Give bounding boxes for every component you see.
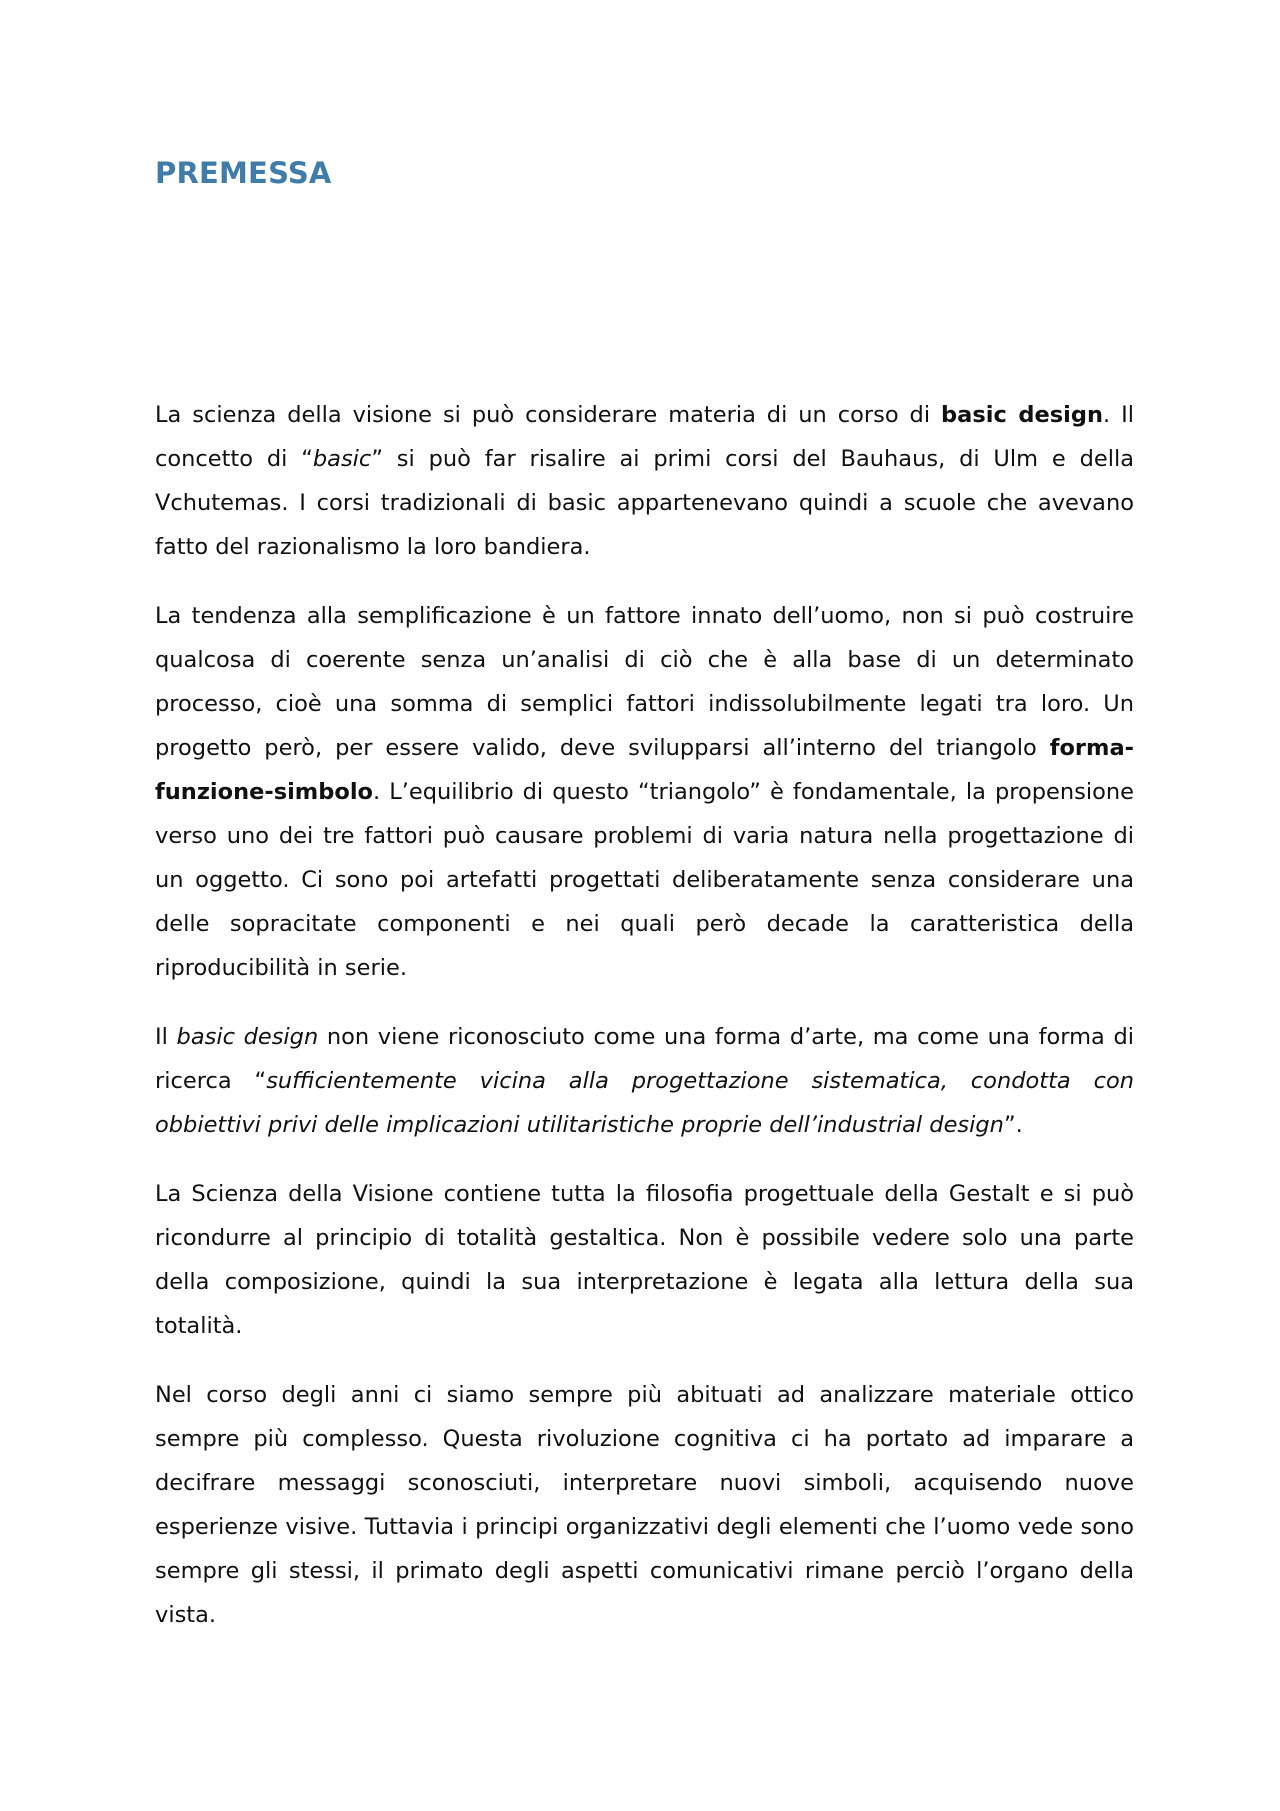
paragraph-1-text-c: . Il concetto di “ [155, 402, 1134, 472]
paragraph-1-bold-basic-design: basic design [941, 402, 1103, 428]
paragraph-5: Nel corso degli anni ci siamo sempre più abituati ad analizzare materiale ottico sempre più complesso. Questa rivoluzione cognitiva ci ha portato ad imparare a decifrare messaggi sconosciuti, interpretare nuovi simboli, acquisendo nuove esperienze visive. Tuttavia i principi organizzativi degli elementi che l’uomo vede sono sempre gli stessi, il primato degli aspetti comunicativi rimane perciò l’organo della vista. [155, 1382, 1134, 1628]
paragraph-3-text-c: non viene riconosciuto come una forma d’arte, ma come una forma di ricerca “ [155, 1024, 1134, 1094]
paragraph-3-text-e: ”. [1003, 1112, 1023, 1138]
paragraph-2-bold-forma-funzione-simbolo: forma-funzione-simbolo [155, 735, 1134, 805]
paragraph-1-text-e: ” si può far risalire ai primi corsi del Bauhaus, di Ulm e della Vchutemas. I corsi tradizionali di basic appartenevano quindi a scuole che avevano fatto del razionalismo la loro bandiera. [155, 446, 1134, 560]
paragraph-1-italic-basic: basic [312, 446, 372, 472]
paragraph-3-italic-quote: sufficientemente vicina alla progettazione sistematica, condotta con obbiettivi privi delle implicazioni utilitaristiche proprie dell’industrial design [155, 1068, 1134, 1138]
paragraph-4: La Scienza della Visione contiene tutta la filosofia progettuale della Gestalt e si può ricondurre al principio di totalità gestaltica. Non è possibile vedere solo una parte della composizione, quindi la sua interpretazione è legata alla lettura della sua totalità. [155, 1181, 1134, 1339]
body-text [155, 393, 1134, 1637]
paragraph-2-text-a: La tendenza alla semplificazione è un fattore innato dell’uomo, non si può costruire qualcosa di coerente senza un’analisi di ciò che è alla base di un determinato processo, cioè una somma di semplici fattori indissolubilmente legati tra loro. Un progetto però, per essere valido, deve svilupparsi all’interno del triangolo [155, 603, 1134, 761]
paragraph-1-text-a: La scienza della visione si può considerare materia di un corso di [155, 402, 942, 428]
paragraph-1 [155, 393, 1134, 569]
paragraph-3-text-a: Il [155, 1024, 177, 1050]
paragraph-2-text-c: . L’equilibrio di questo “triangolo” è fondamentale, la propensione verso uno dei tre fattori può causare problemi di varia natura nella progettazione di un oggetto. Ci sono poi artefatti progettati deliberatamente senza considerare una delle sopracitate componenti e nei quali però decade la caratteristica della riproducibilità in serie. [155, 779, 1134, 981]
paragraph-3 [155, 1015, 1134, 1147]
paragraph-3-italic-basic-design: basic design [176, 1024, 319, 1050]
paragraph-2 [155, 594, 1134, 990]
section-heading: PREMESSA [155, 156, 332, 190]
